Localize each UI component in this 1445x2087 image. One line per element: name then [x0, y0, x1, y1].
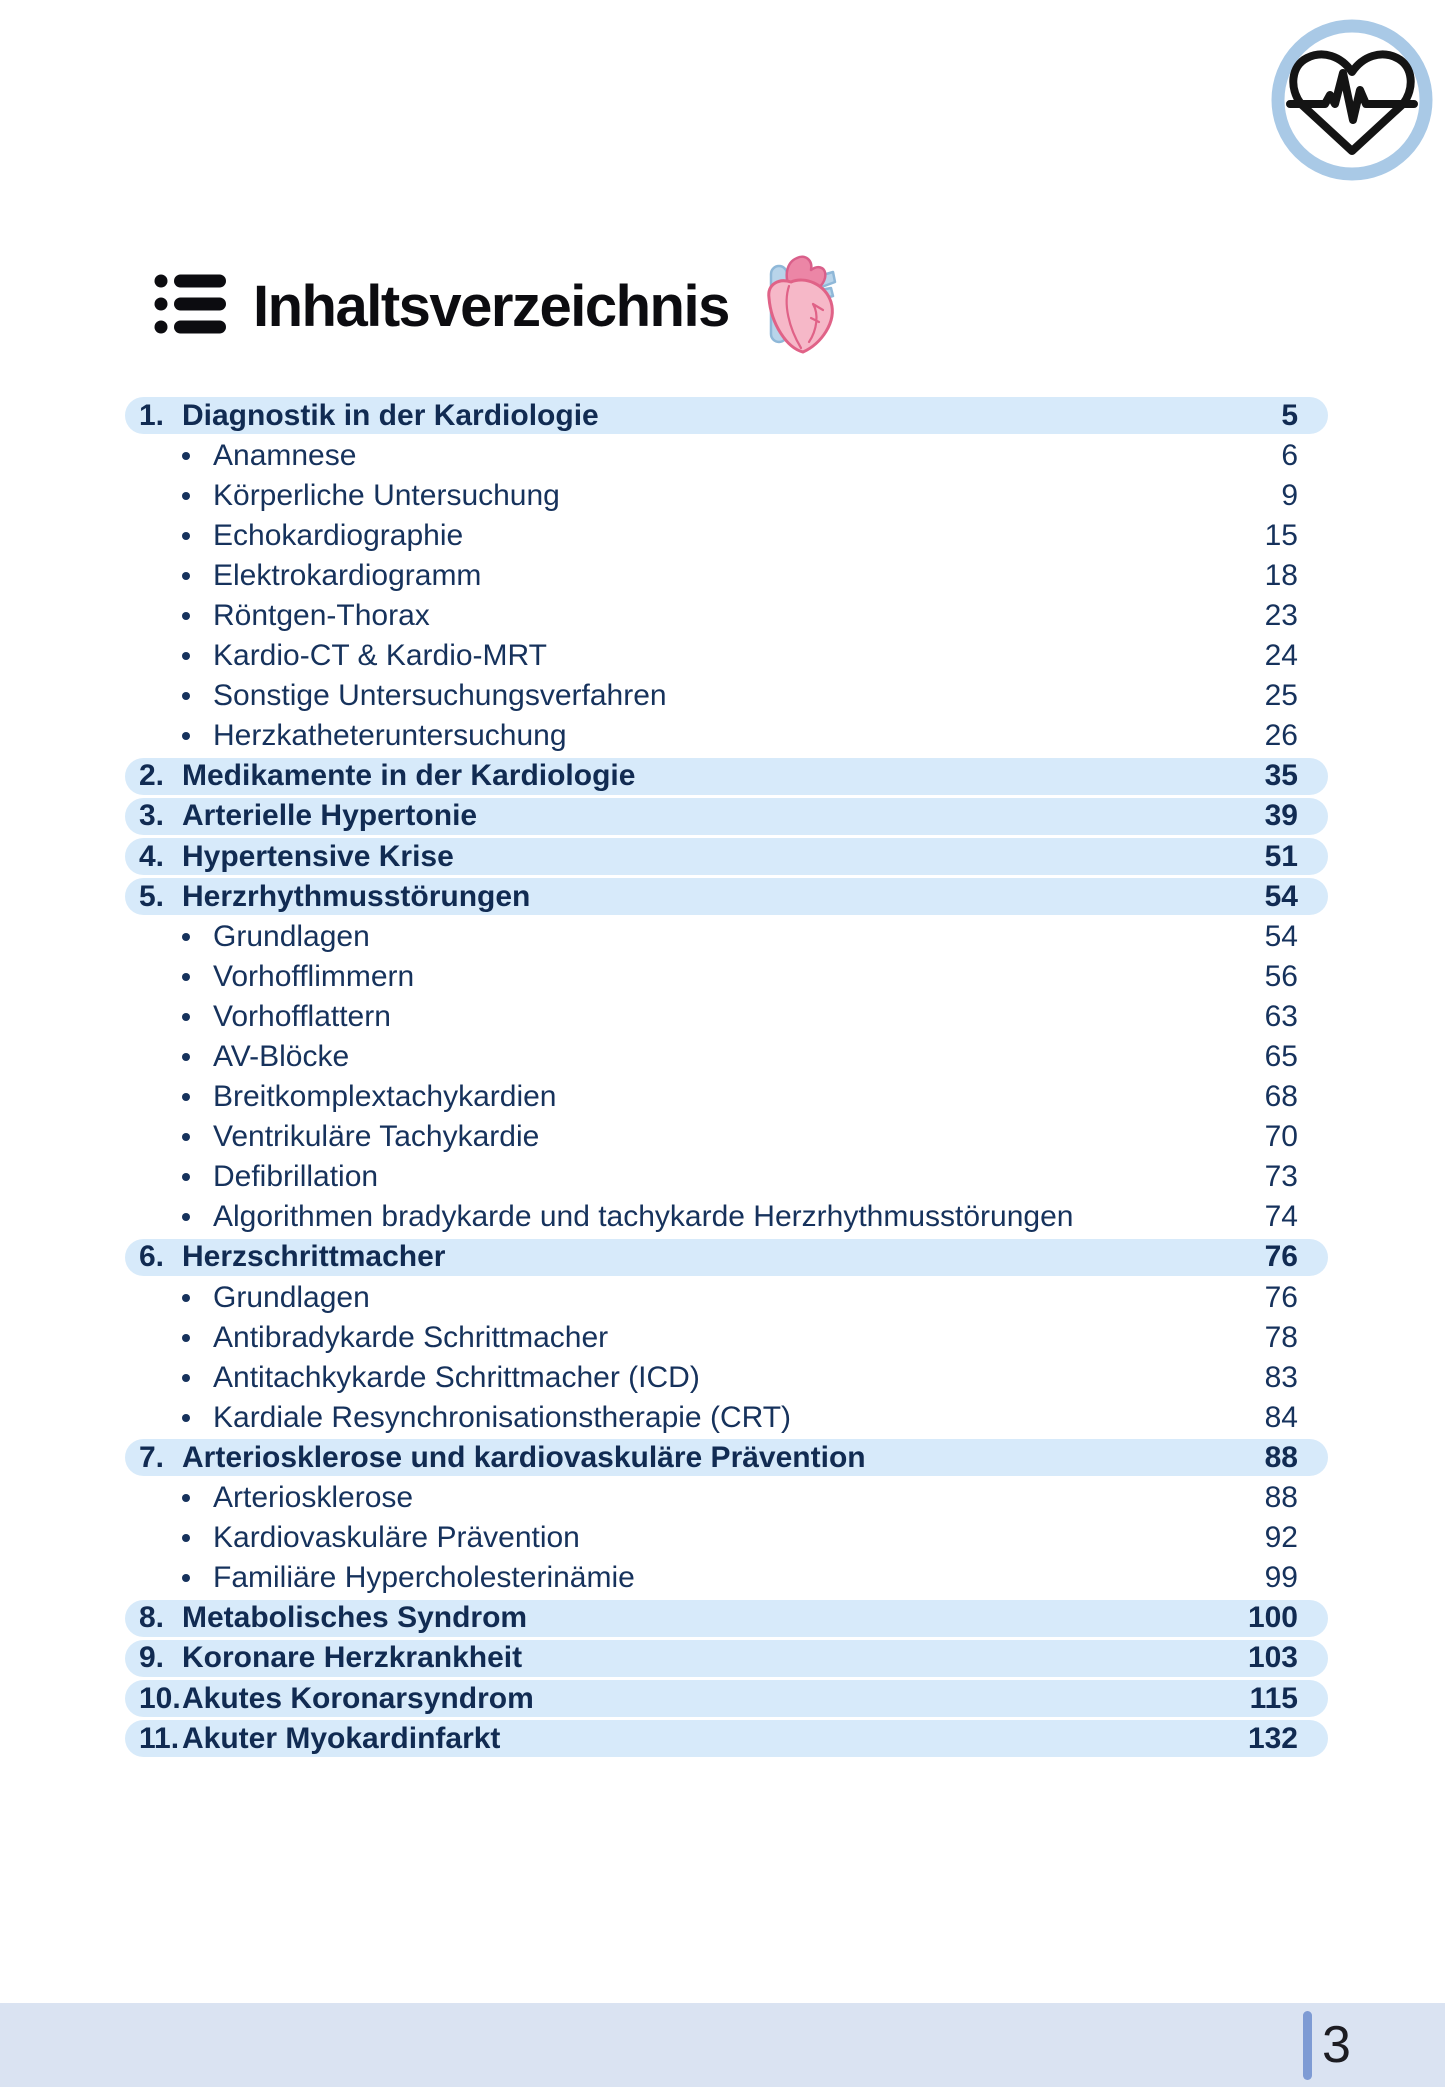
bullet-icon — [125, 732, 213, 740]
bullet-dot — [182, 1374, 190, 1382]
toc-entry-page-number: 9 — [1281, 478, 1298, 512]
toc-section-row[interactable] — [125, 878, 1328, 915]
toc-sub-row[interactable] — [125, 1119, 1328, 1156]
bullet-dot — [182, 1414, 190, 1422]
bullet-dot — [182, 532, 190, 540]
toc-sub-row[interactable] — [125, 1159, 1328, 1196]
bullet-icon — [125, 572, 213, 580]
toc-entry-label: Medikamente in der Kardiologie — [182, 759, 636, 793]
toc-entry-page-number: 54 — [1264, 879, 1298, 913]
toc-entry-label: Grundlagen — [213, 919, 370, 953]
bullet-icon — [125, 1294, 213, 1302]
toc-section-row[interactable] — [125, 1439, 1328, 1476]
toc-entry-label: Akuter Myokardinfarkt — [182, 1721, 501, 1755]
toc-section-row[interactable] — [125, 1239, 1328, 1276]
toc-sub-row[interactable] — [125, 1199, 1328, 1236]
toc-entry-page-number: 70 — [1264, 1120, 1298, 1154]
toc-entry-label: Anamnese — [213, 438, 357, 472]
toc-entry-label: Vorhofflattern — [213, 999, 391, 1033]
bullet-icon — [125, 933, 213, 941]
page-title: Inhaltsverzeichnis — [253, 274, 729, 339]
toc-entry-page-number: 18 — [1264, 558, 1298, 592]
toc-sub-row[interactable] — [125, 998, 1328, 1035]
bullet-dot — [182, 1173, 190, 1181]
table-of-contents — [125, 397, 1328, 1760]
toc-sub-row[interactable] — [125, 958, 1328, 995]
toc-entry-label: AV-Blöcke — [213, 1040, 350, 1073]
bullet-icon — [125, 1334, 213, 1342]
toc-entry-label: Defibrillation — [213, 1160, 379, 1194]
bullet-dot — [182, 732, 190, 740]
bullet-dot — [182, 452, 190, 460]
toc-entry-page-number: 76 — [1264, 1280, 1298, 1314]
bullet-icon — [125, 1213, 213, 1221]
bullet-icon — [125, 1494, 213, 1502]
toc-entry-label: Hypertensive Krise — [182, 839, 454, 873]
toc-entry-label: Herzschrittmacher — [182, 1240, 446, 1274]
toc-entry-label: Kardiovaskuläre Prävention — [213, 1521, 580, 1555]
bullet-icon — [125, 1574, 213, 1582]
bullet-dot — [182, 1093, 190, 1101]
toc-sub-row[interactable] — [125, 678, 1328, 715]
toc-sub-row[interactable] — [125, 918, 1328, 955]
toc-entry-page-number: 92 — [1264, 1521, 1298, 1555]
toc-entry-label: Röntgen-Thorax — [213, 598, 430, 632]
bullet-dot — [182, 1294, 190, 1302]
toc-section-number: 2. — [139, 759, 165, 793]
toc-entry-label: Kardiale Resynchronisationstherapie (CRT) — [213, 1400, 792, 1434]
bullet-icon — [125, 1013, 213, 1021]
bullet-dot — [182, 1534, 190, 1542]
toc-entry-page-number: 65 — [1264, 1040, 1298, 1073]
toc-sub-row[interactable] — [125, 1399, 1328, 1436]
bullet-dot — [182, 1213, 190, 1221]
bullet-dot — [182, 1053, 190, 1061]
toc-entry-label: Kardio-CT & Kardio-MRT — [213, 639, 547, 673]
toc-entry-page-number: 103 — [1247, 1641, 1298, 1675]
toc-section-row[interactable] — [125, 397, 1328, 434]
toc-sub-row[interactable] — [125, 557, 1328, 594]
footer-page-number: 3 — [1322, 2016, 1351, 2074]
toc-entry-page-number: 5 — [1281, 398, 1298, 432]
bullet-icon — [125, 1093, 213, 1101]
bullet-dot — [182, 492, 190, 500]
toc-entry-page-number: 100 — [1247, 1601, 1298, 1635]
toc-entry-label: Diagnostik in der Kardiologie — [182, 398, 599, 432]
toc-entry-label: Sonstige Untersuchungsverfahren — [213, 679, 667, 713]
toc-section-number: 9. — [139, 1641, 165, 1675]
toc-entry-page-number: 56 — [1264, 959, 1298, 993]
bullet-icon — [125, 652, 213, 660]
toc-entry-label: Algorithmen bradykarde und tachykarde Herzrhythmusstörungen — [213, 1200, 1074, 1234]
toc-entry-page-number: 39 — [1264, 799, 1298, 833]
toc-section-number: 6. — [139, 1240, 165, 1274]
heart-ekg-logo-icon — [1268, 16, 1436, 184]
toc-sub-row[interactable] — [125, 1480, 1328, 1517]
bullet-dot — [182, 1133, 190, 1141]
toc-entry-page-number: 84 — [1264, 1400, 1298, 1434]
toc-sub-row[interactable] — [125, 1359, 1328, 1396]
bullet-dot — [182, 612, 190, 620]
toc-section-number: 11. — [139, 1721, 180, 1755]
toc-section-number: 8. — [139, 1601, 165, 1635]
bullet-icon — [125, 1133, 213, 1141]
toc-entry-page-number: 26 — [1264, 719, 1298, 753]
bullet-dot — [182, 1494, 190, 1502]
anatomical-heart-icon — [753, 252, 841, 361]
toc-sub-row[interactable] — [125, 1560, 1328, 1597]
toc-entry-page-number: 73 — [1264, 1160, 1298, 1194]
bullet-icon — [125, 692, 213, 700]
toc-sub-row[interactable] — [125, 597, 1328, 634]
toc-entry-label: Akutes Koronarsyndrom — [182, 1681, 534, 1715]
toc-sub-row[interactable] — [125, 1279, 1328, 1316]
page-header — [153, 252, 841, 361]
toc-entry-page-number: 83 — [1264, 1360, 1298, 1394]
toc-sub-row[interactable] — [125, 517, 1328, 554]
toc-entry-label: Arteriosklerose — [213, 1481, 414, 1515]
toc-section-row[interactable] — [125, 1600, 1328, 1637]
toc-section-row[interactable] — [125, 758, 1328, 795]
toc-section-number: 4. — [139, 839, 165, 873]
toc-entry-page-number: 51 — [1264, 839, 1298, 873]
bullet-icon — [125, 612, 213, 620]
toc-entry-label: Breitkomplextachykardien — [213, 1080, 557, 1114]
toc-entry-label: Grundlagen — [213, 1280, 370, 1314]
bullet-dot — [182, 692, 190, 700]
toc-sub-row[interactable] — [125, 1520, 1328, 1557]
toc-entry-page-number: 88 — [1264, 1440, 1298, 1474]
toc-entry-page-number: 74 — [1264, 1200, 1298, 1234]
toc-sub-row[interactable] — [125, 718, 1328, 755]
toc-entry-label: Arteriosklerose und kardiovaskuläre Prävention — [182, 1440, 866, 1474]
toc-entry-page-number: 6 — [1281, 438, 1298, 472]
toc-sub-row[interactable] — [125, 1319, 1328, 1356]
toc-entry-label: Elektrokardiogramm — [213, 558, 482, 592]
footer-band — [0, 2003, 1445, 2087]
toc-entry-label: Körperliche Untersuchung — [213, 478, 560, 512]
toc-sub-row[interactable] — [125, 1039, 1328, 1076]
toc-sub-row[interactable] — [125, 1079, 1328, 1116]
toc-section-row[interactable] — [125, 838, 1328, 875]
bullet-dot — [182, 1574, 190, 1582]
toc-entry-page-number: 78 — [1264, 1320, 1298, 1354]
toc-entry-label: Antitachkykarde Schrittmacher (ICD) — [213, 1360, 700, 1394]
bullet-icon — [125, 1374, 213, 1382]
toc-entry-page-number: 35 — [1264, 759, 1298, 793]
footer-accent-bar — [1303, 2011, 1312, 2080]
bullet-icon — [125, 1534, 213, 1542]
toc-entry-page-number: 115 — [1249, 1681, 1298, 1715]
toc-entry-page-number: 54 — [1264, 919, 1298, 953]
toc-entry-label: Herzrhythmusstörungen — [182, 879, 531, 913]
toc-section-number: 7. — [139, 1440, 165, 1474]
toc-entry-page-number: 25 — [1264, 679, 1298, 713]
bullet-dot — [182, 1013, 190, 1021]
bullet-icon — [125, 973, 213, 981]
toc-section-number: 1. — [139, 398, 165, 432]
toc-section-row[interactable] — [125, 1640, 1328, 1677]
toc-entry-label: Koronare Herzkrankheit — [182, 1641, 523, 1675]
bullet-dot — [182, 572, 190, 580]
bullet-icon — [125, 452, 213, 460]
bullet-dot — [182, 933, 190, 941]
bullet-icon — [125, 532, 213, 540]
toc-sub-row[interactable] — [125, 638, 1328, 675]
toc-entry-label: Herzkatheteruntersuchung — [213, 719, 567, 753]
bullet-icon — [125, 492, 213, 500]
toc-entry-page-number: 99 — [1264, 1561, 1298, 1595]
toc-sub-row[interactable] — [125, 437, 1328, 474]
toc-entry-page-number: 63 — [1264, 999, 1298, 1033]
toc-entry-label: Familiäre Hypercholesterinämie — [213, 1561, 635, 1595]
toc-section-number: 3. — [139, 799, 165, 833]
toc-entry-label: Metabolisches Syndrom — [182, 1601, 528, 1635]
toc-section-number: 5. — [139, 879, 165, 913]
bullet-dot — [182, 652, 190, 660]
toc-entry-page-number: 68 — [1264, 1080, 1298, 1114]
toc-entry-page-number: 15 — [1264, 518, 1298, 552]
list-icon — [153, 273, 229, 340]
toc-section-number: 10. — [139, 1681, 181, 1715]
toc-section-row[interactable] — [125, 1680, 1328, 1717]
toc-entry-label: Vorhofflimmern — [213, 959, 415, 993]
toc-entry-page-number: 132 — [1247, 1721, 1298, 1755]
bullet-dot — [182, 1334, 190, 1342]
toc-section-row[interactable] — [125, 798, 1328, 835]
toc-entry-label: Ventrikuläre Tachykardie — [213, 1120, 540, 1154]
toc-entry-page-number: 76 — [1264, 1240, 1298, 1274]
toc-sub-row[interactable] — [125, 477, 1328, 514]
toc-entry-page-number: 24 — [1264, 639, 1298, 673]
toc-entry-label: Antibradykarde Schrittmacher — [213, 1320, 609, 1354]
toc-entry-page-number: 88 — [1264, 1481, 1298, 1515]
bullet-dot — [182, 973, 190, 981]
bullet-icon — [125, 1173, 213, 1181]
bullet-icon — [125, 1414, 213, 1422]
toc-entry-page-number: 23 — [1264, 598, 1298, 632]
toc-entry-label: Arterielle Hypertonie — [182, 799, 478, 833]
toc-section-row[interactable] — [125, 1720, 1328, 1757]
toc-entry-label: Echokardiographie — [213, 518, 464, 552]
bullet-icon — [125, 1053, 213, 1061]
